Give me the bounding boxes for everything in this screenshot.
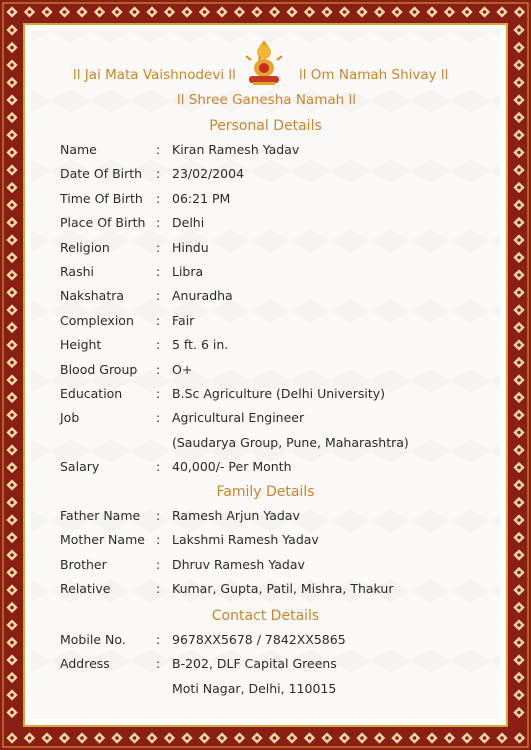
field-value: Fair — [172, 312, 195, 328]
diamond-motif-icon — [6, 392, 17, 403]
diamond-motif-icon — [6, 287, 17, 298]
field-separator: : — [156, 337, 161, 353]
diamond-motif-icon — [513, 689, 524, 700]
field-label: Brother — [60, 556, 107, 572]
diamond-motif-icon — [41, 732, 52, 743]
personal-detail-row — [60, 215, 500, 235]
diamond-motif-icon — [6, 234, 17, 245]
diamond-motif-icon — [496, 732, 507, 743]
contact-detail-row — [60, 656, 500, 676]
field-value: O+ — [172, 361, 193, 377]
diamond-motif-icon — [76, 6, 87, 17]
diamond-motif-icon — [514, 732, 525, 743]
personal-detail-row — [60, 240, 500, 260]
diamond-motif-icon — [24, 732, 35, 743]
field-label: Education — [60, 386, 123, 401]
diamond-motif-icon — [234, 6, 245, 17]
personal-detail-row — [60, 337, 500, 357]
diamond-motif-icon — [444, 6, 455, 17]
field-value: Ramesh Arjun Yadav — [172, 508, 300, 523]
personal-detail-row — [60, 313, 500, 333]
diamond-motif-icon — [513, 287, 524, 298]
diamond-motif-icon — [391, 6, 402, 17]
field-value: Moti Nagar, Delhi, 110015 — [172, 680, 337, 696]
diamond-motif-icon — [59, 6, 70, 17]
diamond-motif-icon — [6, 164, 17, 175]
field-separator: : — [156, 142, 161, 157]
family-detail-row — [60, 532, 500, 552]
diamond-motif-icon — [513, 514, 524, 525]
personal-detail-row — [60, 142, 500, 162]
diamond-motif-icon — [513, 252, 524, 263]
diamond-motif-icon — [426, 732, 437, 743]
personal-detail-row — [60, 191, 500, 211]
field-separator: : — [156, 215, 161, 231]
field-separator: : — [156, 386, 161, 401]
diamond-motif-icon — [513, 462, 524, 473]
field-label: Rashi — [60, 264, 94, 279]
field-label: Place Of Birth — [60, 215, 146, 231]
diamond-motif-icon — [513, 164, 524, 175]
diamond-motif-icon — [6, 427, 17, 438]
field-separator: : — [156, 556, 161, 572]
diamond-motif-icon — [111, 732, 122, 743]
diamond-motif-icon — [6, 42, 17, 53]
section-contact-title: Contact Details — [211, 608, 320, 624]
diamond-motif-icon — [339, 6, 350, 17]
diamond-motif-icon — [513, 409, 524, 420]
field-label: Address — [60, 656, 110, 672]
personal-detail-row — [60, 386, 500, 406]
field-separator: : — [156, 264, 161, 279]
diamond-motif-icon — [513, 182, 524, 193]
field-value: 40,000/- Per Month — [172, 459, 292, 475]
field-separator: : — [156, 532, 161, 548]
diamond-motif-icon — [6, 94, 17, 105]
diamond-motif-icon — [129, 732, 140, 743]
diamond-motif-icon — [216, 732, 227, 743]
diamond-motif-icon — [6, 584, 17, 595]
field-label: Date Of Birth — [60, 166, 143, 182]
diamond-motif-icon — [269, 732, 280, 743]
diamond-motif-icon — [129, 6, 140, 17]
diamond-motif-icon — [6, 567, 17, 578]
diamond-motif-icon — [513, 42, 524, 53]
diamond-motif-icon — [513, 707, 524, 718]
field-value: Libra — [172, 264, 204, 279]
diamond-motif-icon — [513, 444, 524, 455]
diamond-motif-icon — [94, 6, 105, 17]
diamond-motif-icon — [181, 732, 192, 743]
field-separator: : — [156, 239, 161, 255]
diamond-motif-icon — [513, 584, 524, 595]
diamond-motif-icon — [6, 374, 17, 385]
diamond-motif-icon — [513, 392, 524, 403]
field-separator: : — [156, 632, 161, 647]
field-label: Blood Group — [60, 361, 138, 377]
field-label: Complexion — [60, 312, 134, 328]
diamond-motif-icon — [513, 304, 524, 315]
diamond-motif-icon — [6, 77, 17, 88]
diamond-motif-icon — [513, 269, 524, 280]
personal-detail-row — [60, 362, 500, 382]
diamond-motif-icon — [6, 6, 17, 17]
diamond-motif-icon — [146, 6, 157, 17]
field-value: 23/02/2004 — [172, 166, 245, 182]
diamond-motif-icon — [146, 732, 157, 743]
field-label: Father Name — [60, 508, 141, 523]
diamond-motif-icon — [59, 732, 70, 743]
diamond-motif-icon — [6, 199, 17, 210]
field-label: Mobile No. — [60, 632, 126, 647]
family-detail-row — [60, 581, 500, 601]
diamond-motif-icon — [461, 6, 472, 17]
field-label: Mother Name — [60, 532, 145, 548]
diamond-motif-icon — [6, 672, 17, 683]
diamond-motif-icon — [513, 654, 524, 665]
diamond-motif-icon — [181, 6, 192, 17]
section-personal-title: Personal Details — [209, 118, 322, 134]
diamond-motif-icon — [409, 6, 420, 17]
personal-detail-row — [60, 435, 500, 455]
diamond-motif-icon — [24, 6, 35, 17]
diamond-motif-icon — [6, 269, 17, 280]
diamond-motif-icon — [6, 322, 17, 333]
diamond-motif-icon — [321, 732, 332, 743]
field-separator: : — [156, 361, 161, 377]
field-separator: : — [156, 656, 161, 672]
diamond-motif-icon — [251, 6, 262, 17]
diamond-motif-icon — [513, 217, 524, 228]
diamond-motif-icon — [6, 217, 17, 228]
diamond-motif-icon — [6, 59, 17, 70]
diamond-motif-icon — [513, 427, 524, 438]
field-label: Name — [60, 142, 97, 157]
field-separator: : — [156, 410, 161, 426]
personal-detail-row — [60, 410, 500, 430]
field-value: Agricultural Engineer — [172, 410, 305, 426]
diamond-motif-icon — [513, 147, 524, 158]
personal-detail-row — [60, 264, 500, 284]
personal-detail-row — [60, 288, 500, 308]
diamond-motif-icon — [391, 732, 402, 743]
field-value: 9678XX5678 / 7842XX5865 — [172, 632, 346, 647]
diamond-motif-icon — [339, 732, 350, 743]
diamond-motif-icon — [6, 707, 17, 718]
contact-detail-row — [60, 681, 500, 701]
diamond-motif-icon — [513, 77, 524, 88]
field-separator: : — [156, 166, 161, 182]
diamond-motif-icon — [164, 6, 175, 17]
diamond-motif-icon — [513, 199, 524, 210]
diamond-motif-icon — [513, 94, 524, 105]
field-label: Religion — [60, 239, 110, 255]
diamond-motif-icon — [513, 637, 524, 648]
field-value: Kumar, Gupta, Patil, Mishra, Thakur — [172, 581, 394, 597]
diamond-motif-icon — [479, 732, 490, 743]
diamond-motif-icon — [304, 6, 315, 17]
diamond-motif-icon — [409, 732, 420, 743]
field-label: Job — [60, 410, 80, 426]
diamond-motif-icon — [513, 374, 524, 385]
diamond-motif-icon — [94, 732, 105, 743]
field-value: Anuradha — [172, 288, 233, 304]
header-right-text: ll Om Namah Shivay ll — [299, 67, 449, 83]
field-value: Kiran Ramesh Yadav — [172, 142, 300, 157]
field-separator: : — [156, 288, 161, 304]
diamond-motif-icon — [514, 6, 525, 17]
diamond-motif-icon — [41, 6, 52, 17]
diamond-motif-icon — [479, 6, 490, 17]
diamond-motif-icon — [513, 549, 524, 560]
diamond-motif-icon — [164, 732, 175, 743]
diamond-motif-icon — [513, 532, 524, 543]
diamond-motif-icon — [426, 6, 437, 17]
diamond-motif-icon — [286, 6, 297, 17]
diamond-motif-icon — [513, 357, 524, 368]
diamond-motif-icon — [6, 147, 17, 158]
field-value: Lakshmi Ramesh Yadav — [172, 532, 319, 548]
field-separator: : — [156, 581, 161, 597]
field-label: Height — [60, 337, 102, 353]
diamond-motif-icon — [6, 654, 17, 665]
diamond-motif-icon — [496, 6, 507, 17]
diamond-motif-icon — [286, 732, 297, 743]
family-detail-row — [60, 508, 500, 528]
diamond-motif-icon — [6, 514, 17, 525]
field-value: (Saudarya Group, Pune, Maharashtra) — [172, 434, 409, 450]
diamond-motif-icon — [461, 732, 472, 743]
diamond-motif-icon — [6, 689, 17, 700]
diamond-motif-icon — [513, 672, 524, 683]
diamond-motif-icon — [251, 732, 262, 743]
field-separator: : — [156, 459, 161, 475]
diamond-motif-icon — [6, 252, 17, 263]
diamond-motif-icon — [356, 732, 367, 743]
field-value: B.Sc Agriculture (Delhi University) — [172, 386, 386, 401]
field-value: 06:21 PM — [172, 190, 231, 206]
diamond-motif-icon — [6, 304, 17, 315]
diamond-motif-icon — [356, 6, 367, 17]
diamond-motif-icon — [513, 24, 524, 35]
diamond-motif-icon — [304, 732, 315, 743]
diamond-motif-icon — [6, 357, 17, 368]
diamond-motif-icon — [513, 339, 524, 350]
diamond-motif-icon — [6, 532, 17, 543]
field-label: Salary — [60, 459, 100, 475]
diamond-motif-icon — [6, 409, 17, 420]
diamond-motif-icon — [513, 234, 524, 245]
field-value: Delhi — [172, 215, 205, 231]
header-center-text: ll Shree Ganesha Namah ll — [177, 92, 356, 108]
diamond-motif-icon — [321, 6, 332, 17]
field-separator: : — [156, 508, 161, 523]
ganesha-icon — [243, 38, 285, 86]
section-family-title: Family Details — [216, 484, 315, 500]
header-left-text: ll Jai Mata Vaishnodevi ll — [73, 67, 236, 83]
diamond-motif-icon — [444, 732, 455, 743]
diamond-motif-icon — [6, 637, 17, 648]
field-value: Hindu — [172, 239, 209, 255]
field-label: Time Of Birth — [60, 190, 143, 206]
field-value: B-202, DLF Capital Greens — [172, 656, 337, 672]
field-label: Nakshatra — [60, 288, 125, 304]
family-detail-row — [60, 557, 500, 577]
personal-detail-row — [60, 166, 500, 186]
diamond-motif-icon — [199, 732, 210, 743]
field-separator: : — [156, 312, 161, 328]
diamond-motif-icon — [513, 59, 524, 70]
diamond-motif-icon — [199, 6, 210, 17]
diamond-motif-icon — [6, 24, 17, 35]
diamond-motif-icon — [216, 6, 227, 17]
field-value: Dhruv Ramesh Yadav — [172, 556, 305, 572]
diamond-motif-icon — [234, 732, 245, 743]
contact-detail-row — [60, 632, 500, 652]
diamond-motif-icon — [269, 6, 280, 17]
field-value: 5 ft. 6 in. — [172, 337, 229, 353]
diamond-motif-icon — [6, 732, 17, 743]
diamond-motif-icon — [6, 549, 17, 560]
diamond-motif-icon — [374, 732, 385, 743]
diamond-motif-icon — [6, 444, 17, 455]
field-separator: : — [156, 190, 161, 206]
diamond-motif-icon — [374, 6, 385, 17]
diamond-motif-icon — [513, 322, 524, 333]
diamond-motif-icon — [6, 339, 17, 350]
diamond-motif-icon — [513, 567, 524, 578]
personal-detail-row — [60, 459, 500, 479]
diamond-motif-icon — [6, 182, 17, 193]
diamond-motif-icon — [111, 6, 122, 17]
diamond-motif-icon — [6, 462, 17, 473]
diamond-motif-icon — [76, 732, 87, 743]
field-label: Relative — [60, 581, 111, 597]
